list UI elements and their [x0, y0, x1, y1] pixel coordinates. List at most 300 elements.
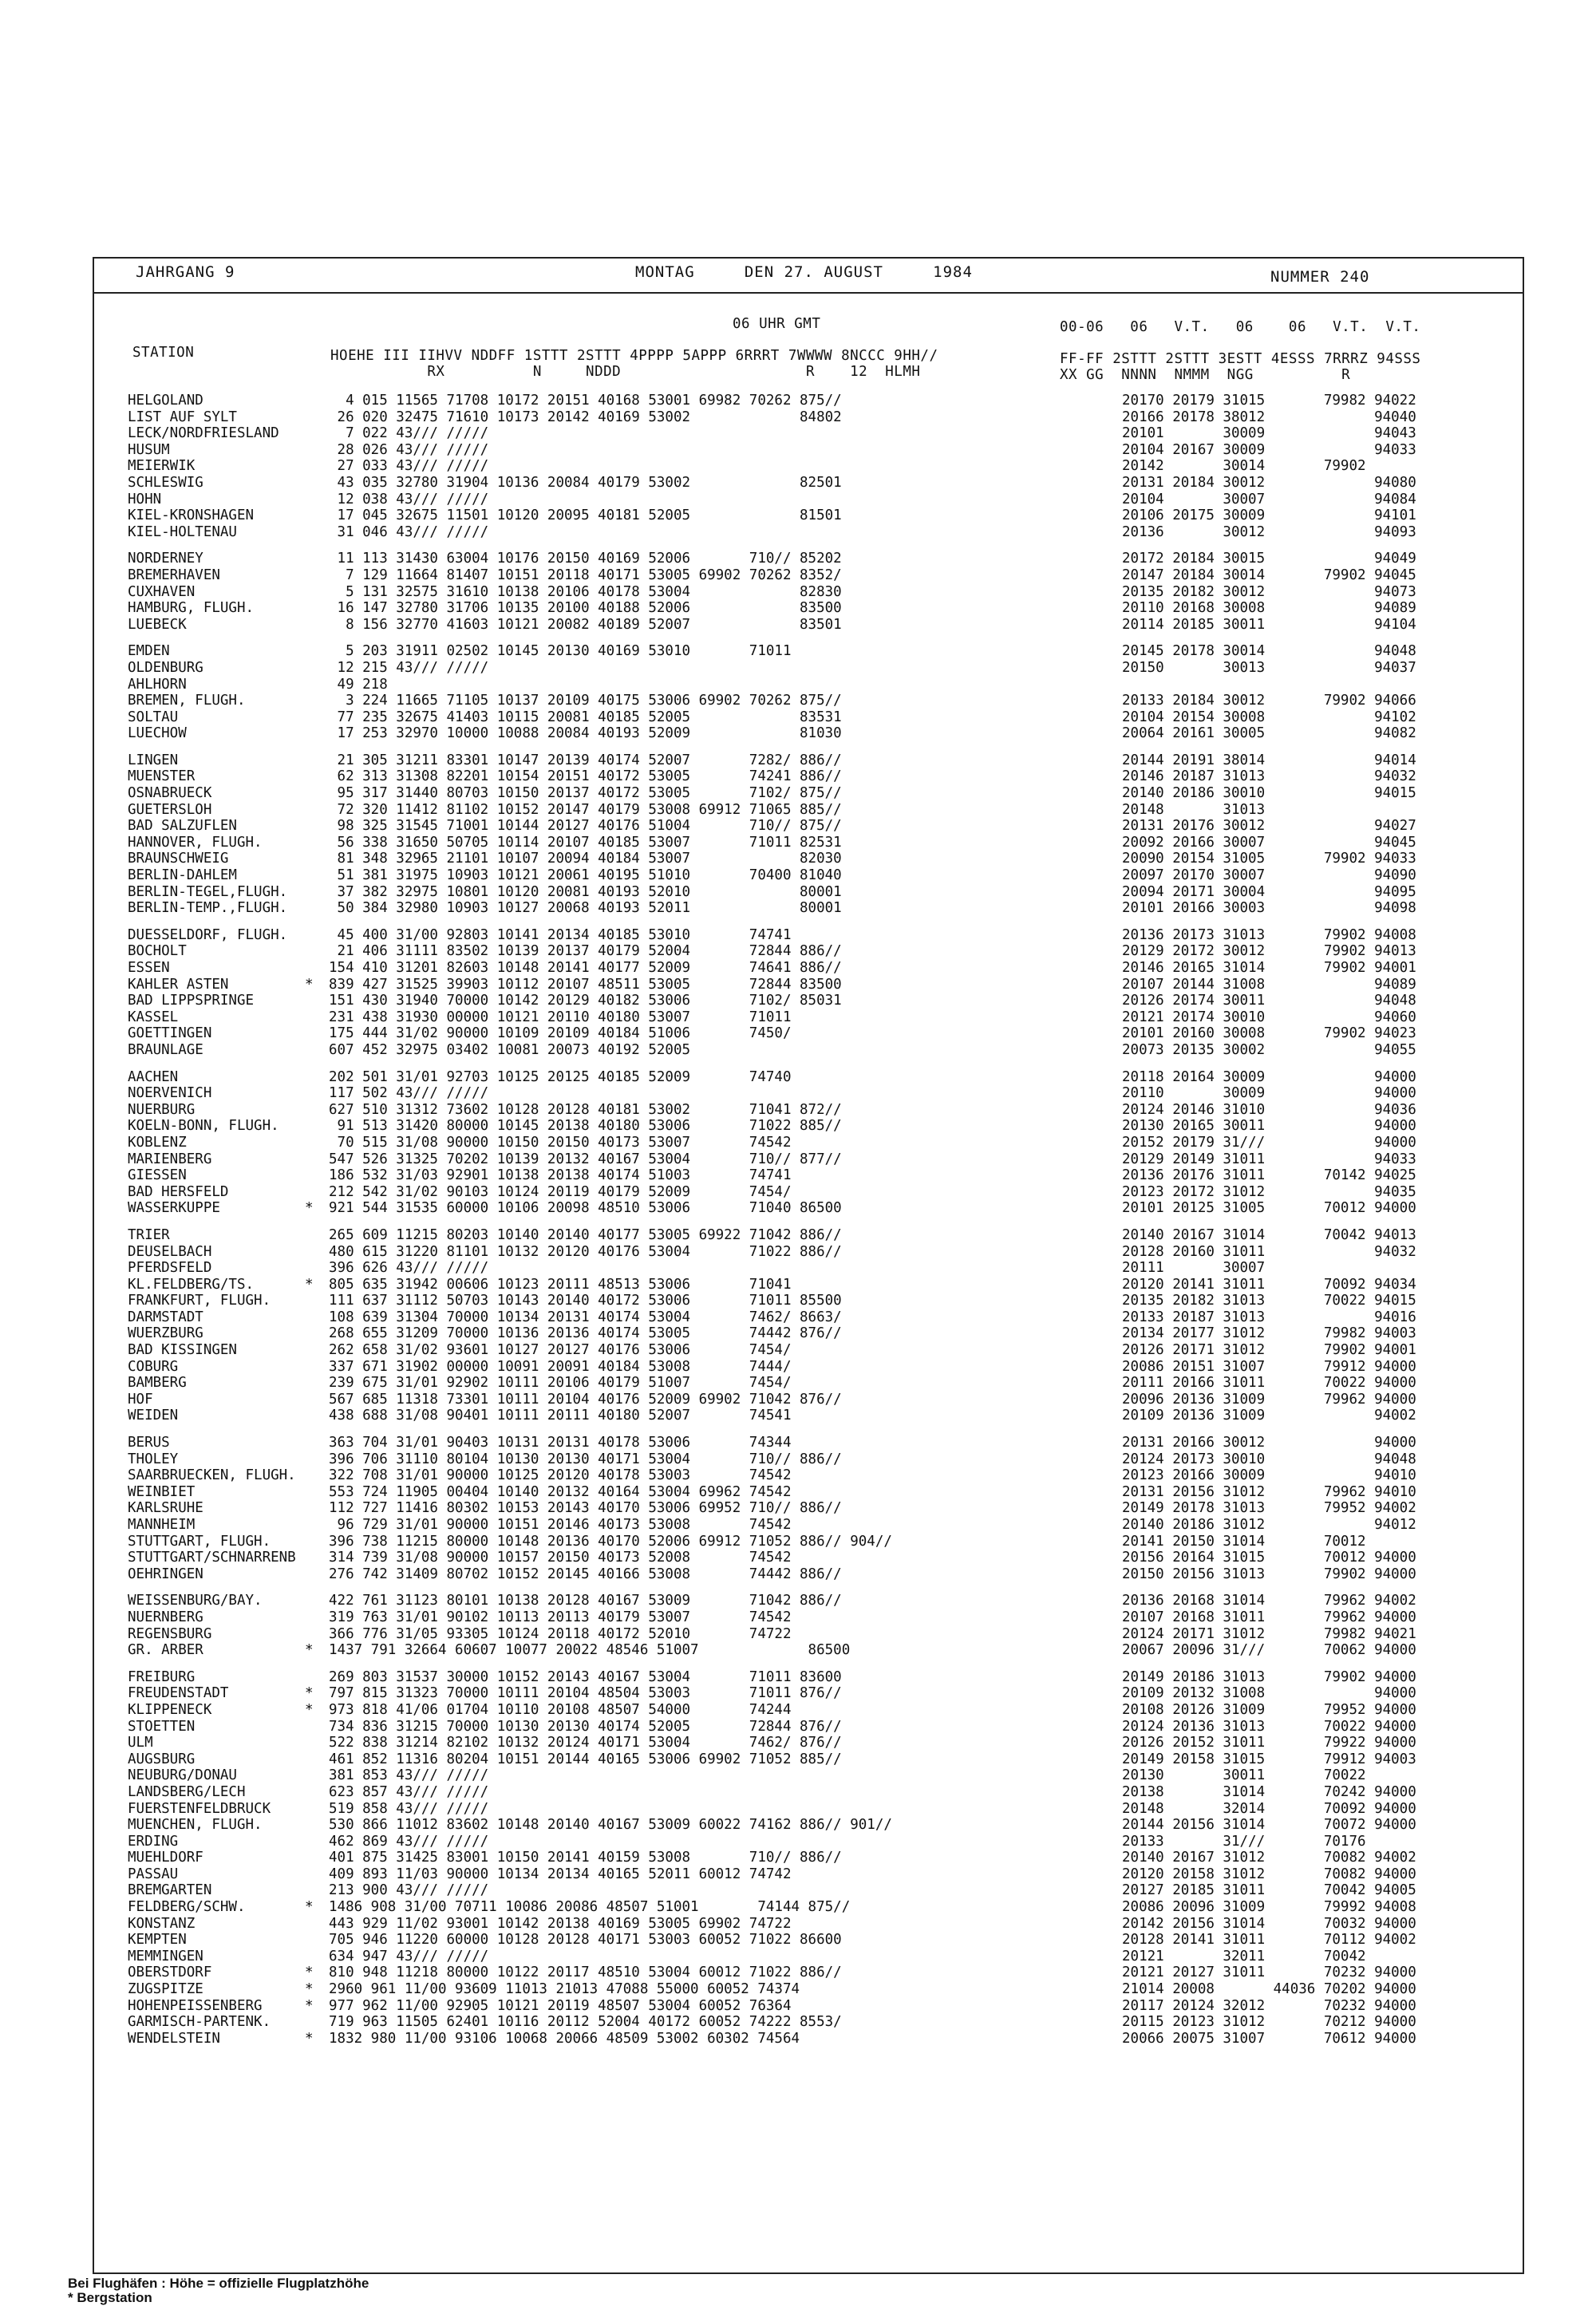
- table-row: [128, 1685, 1484, 1702]
- synop-code: 1832 980 11/00 93106 10068 20066 48509 53002 60302 74564: [329, 2030, 800, 2047]
- synop-code: 7 129 11664 81407 10151 20118 40171 53005 69902 70262 8352/: [329, 567, 842, 583]
- table-row: [128, 1669, 1484, 1686]
- station-name: WASSERKUPPE: [128, 1200, 220, 1217]
- synop-code: 973 818 41/06 01704 10110 20108 48507 54000 74244: [329, 1701, 792, 1718]
- table-row: [128, 507, 1484, 524]
- station-name: KIEL-KRONSHAGEN: [128, 507, 255, 524]
- station-name: BOCHOLT: [128, 943, 187, 960]
- mountain-station-mark: *: [305, 1701, 314, 1718]
- summary-code: 20120 20141 31011 70092 94034: [1122, 1276, 1416, 1293]
- station-name: FUERSTENFELDBRUCK: [128, 1800, 271, 1817]
- summary-code: 20104 20167 30009 94033: [1122, 441, 1416, 458]
- summary-code: 20148 32014 70092 94000: [1122, 1800, 1416, 1817]
- synop-code: 239 675 31/01 92902 10111 20106 40179 51007 7454/: [329, 1375, 792, 1392]
- summary-code: 20172 20184 30015 94049: [1122, 551, 1416, 567]
- synop-code: 401 875 31425 83001 10150 20141 40159 53008 710// 886//: [329, 1850, 842, 1866]
- station-name: BERUS: [128, 1435, 170, 1451]
- table-row: [128, 409, 1484, 426]
- footnote-airports: Bei Flughäfen : Höhe = offizielle Flugplatzhöhe: [68, 2276, 369, 2291]
- station-name: STUTTGART/SCHNARRENB: [128, 1550, 296, 1566]
- table-row: [128, 1801, 1484, 1818]
- station-name: BREMGARTEN: [128, 1882, 212, 1899]
- summary-code: 20150 20156 31013 79902 94000: [1122, 1566, 1416, 1582]
- table-row: [128, 660, 1484, 677]
- summary-code: 20136 20176 31011 70142 94025: [1122, 1167, 1416, 1184]
- header-divider: [93, 292, 1524, 294]
- summary-code: 20101 20125 31005 70012 94000: [1122, 1200, 1416, 1217]
- station-name: DEUSELBACH: [128, 1243, 212, 1260]
- synop-code: 96 729 31/01 90000 10151 20146 40173 53008 74542: [329, 1517, 792, 1533]
- synop-code: 462 869 43/// /////: [329, 1833, 489, 1850]
- station-name: ZUGSPITZE: [128, 1981, 203, 1998]
- table-row: [128, 1834, 1484, 1850]
- table-row: [128, 835, 1484, 851]
- table-row: [128, 725, 1484, 742]
- summary-code: 20124 20173 30010 94048: [1122, 1451, 1416, 1467]
- synop-code: 5 203 31911 02502 10145 20130 40169 53010 71011: [329, 643, 792, 660]
- summary-code: 20147 20184 30014 79902 94045: [1122, 567, 1416, 583]
- station-name: MEMMINGEN: [128, 1948, 203, 1964]
- station-name: KIEL-HOLTENAU: [128, 523, 237, 540]
- mountain-station-mark: *: [305, 1981, 314, 1998]
- table-row: [128, 1593, 1484, 1609]
- synop-code: 51 381 31975 10903 10121 20061 40195 51010 70400 81040: [329, 867, 842, 884]
- synop-code: 70 515 31/08 90000 10150 20150 40173 53007 74542: [329, 1134, 792, 1151]
- table-row: [128, 1916, 1484, 1933]
- summary-code: 20086 20151 31007 79912 94000: [1122, 1358, 1416, 1375]
- summary-code: 20130 30011 70022: [1122, 1767, 1366, 1784]
- summary-code: 20142 30014 79902: [1122, 458, 1366, 475]
- table-row: [128, 1719, 1484, 1735]
- summary-code: 20118 20164 30009 94000: [1122, 1068, 1416, 1085]
- summary-code: 20121 20174 30010 94060: [1122, 1009, 1416, 1025]
- synop-code: 8 156 32770 41603 10121 20082 40189 52007 83501: [329, 616, 842, 633]
- station-name: HANNOVER, FLUGH.: [128, 834, 263, 851]
- station-name: MUENSTER: [128, 768, 196, 785]
- table-row: [128, 927, 1484, 944]
- summary-code: 20146 20187 31013 94032: [1122, 768, 1416, 785]
- station-name: HELGOLAND: [128, 393, 203, 409]
- table-row: [128, 1085, 1484, 1102]
- table-row: [128, 1167, 1484, 1184]
- table-row: [128, 851, 1484, 867]
- summary-code: 20127 20185 31011 70042 94005: [1122, 1882, 1416, 1899]
- date-label: MONTAG DEN 27. AUGUST 1984: [635, 263, 973, 281]
- synop-code: 409 893 11/03 90000 10134 20134 40165 52011 60012 74742: [329, 1866, 792, 1882]
- summary-code: 20166 20178 38012 94040: [1122, 409, 1416, 425]
- synop-code: 262 658 31/02 93601 10127 20127 40176 53006 7454/: [329, 1342, 792, 1359]
- table-row: [128, 1866, 1484, 1883]
- summary-code: 21014 20008 44036 70202 94000: [1122, 1981, 1416, 1998]
- station-name: LUEBECK: [128, 616, 187, 633]
- summary-code: 20148 31013: [1122, 801, 1266, 818]
- station-name: MUEHLDORF: [128, 1850, 203, 1866]
- synop-code: 805 635 31942 00606 10123 20111 48513 53006 71041: [329, 1276, 792, 1293]
- station-name: FREIBURG: [128, 1668, 196, 1685]
- synop-code: 519 858 43/// /////: [329, 1800, 489, 1817]
- station-name: MARIENBERG: [128, 1151, 212, 1167]
- summary-code: 20131 20156 31012 79962 94010: [1122, 1483, 1416, 1500]
- station-name: THOLEY: [128, 1451, 179, 1467]
- synop-code: 422 761 31123 80101 10138 20128 40167 53009 71042 886//: [329, 1593, 842, 1609]
- synop-code: 396 738 11215 80000 10148 20136 40170 52006 69912 71052 886// 904//: [329, 1533, 892, 1550]
- summary-code: 20106 20175 30009 94101: [1122, 507, 1416, 524]
- table-row: [128, 1135, 1484, 1151]
- code-header-line-2: RX N NDDD R 12 HLMH: [330, 364, 921, 380]
- station-name: WEIDEN: [128, 1408, 179, 1424]
- synop-code: 50 384 32980 10903 10127 20068 40193 52011 80001: [329, 900, 842, 917]
- synop-code: 363 704 31/01 90403 10131 20131 40178 53006 74344: [329, 1435, 792, 1451]
- station-name: STOETTEN: [128, 1718, 196, 1735]
- table-row: [128, 1751, 1484, 1768]
- table-row: [128, 1359, 1484, 1376]
- summary-code: 20140 20167 31014 70042 94013: [1122, 1226, 1416, 1243]
- table-row: [128, 1200, 1484, 1217]
- station-name: PASSAU: [128, 1866, 179, 1882]
- synop-code: 322 708 31/01 90000 10125 20120 40178 53003 74542: [329, 1467, 792, 1484]
- station-name: CUXHAVEN: [128, 583, 196, 600]
- table-row: [128, 1484, 1484, 1501]
- synop-code: 337 671 31902 00000 10091 20091 40184 53008 7444/: [329, 1358, 792, 1375]
- station-name: GR. ARBER: [128, 1642, 203, 1659]
- summary-code: 20150 30013 94037: [1122, 659, 1416, 676]
- station-name: GOETTINGEN: [128, 1025, 212, 1042]
- summary-code: 20135 20182 31013 70022 94015: [1122, 1293, 1416, 1309]
- synop-code: 213 900 43/// /////: [329, 1882, 489, 1899]
- table-row: [128, 2031, 1484, 2047]
- station-name: NUERBURG: [128, 1101, 196, 1118]
- synop-code: 77 235 32675 41403 10115 20081 40185 52005 83531: [329, 709, 842, 725]
- table-row: [128, 1227, 1484, 1244]
- summary-code: 20108 20126 31009 79952 94000: [1122, 1701, 1416, 1718]
- station-name: KAHLER ASTEN: [128, 976, 229, 993]
- station-name: STUTTGART, FLUGH.: [128, 1533, 271, 1550]
- table-row: [128, 1025, 1484, 1042]
- table-row: [128, 1342, 1484, 1359]
- station-name: BAD KISSINGEN: [128, 1342, 237, 1359]
- summary-code: 20144 20191 38014 94014: [1122, 752, 1416, 768]
- summary-code: 20124 20171 31012 79982 94021: [1122, 1625, 1416, 1642]
- table-row: [128, 617, 1484, 634]
- station-name: DARMSTADT: [128, 1309, 203, 1325]
- summary-code: 20135 20182 30012 94073: [1122, 583, 1416, 600]
- station-name: ERDING: [128, 1833, 179, 1850]
- station-name: DUESSELDORF, FLUGH.: [128, 926, 288, 943]
- synop-code: 522 838 31214 82102 10132 20124 40171 53004 7462/ 876//: [329, 1735, 842, 1751]
- table-row: [128, 458, 1484, 475]
- table-row: [128, 492, 1484, 508]
- synop-code: 175 444 31/02 90000 10109 20109 40184 51006 7450/: [329, 1025, 792, 1042]
- table-row: [128, 1609, 1484, 1626]
- summary-code: 20131 20184 30012 94080: [1122, 474, 1416, 491]
- station-name: BAD LIPPSPRINGE: [128, 993, 255, 1009]
- station-name: BAMBERG: [128, 1375, 187, 1392]
- summary-code: 20109 20132 31008 94000: [1122, 1685, 1416, 1702]
- table-row: [128, 785, 1484, 802]
- station-name: KL.FELDBERG/TS.: [128, 1276, 255, 1293]
- summary-code: 20114 20185 30011 94104: [1122, 616, 1416, 633]
- synop-code: 12 215 43/// /////: [329, 659, 489, 676]
- table-row: [128, 752, 1484, 769]
- synop-code: 21 406 31111 83502 10139 20137 40179 52004 72844 886//: [329, 943, 842, 960]
- station-name: AACHEN: [128, 1068, 179, 1085]
- synop-code: 314 739 31/08 90000 10157 20150 40173 52008 74542: [329, 1550, 792, 1566]
- summary-code: 20138 31014 70242 94000: [1122, 1783, 1416, 1800]
- station-name: SAARBRUECKEN, FLUGH.: [128, 1467, 296, 1484]
- station-name: OEHRINGEN: [128, 1566, 203, 1582]
- summary-code: 20066 20075 31007 70612 94000: [1122, 2030, 1416, 2047]
- code-header-line-1: HOEHE III IIHVV NDDFF 1STTT 2STTT 4PPPP 5APPP 6RRRT 7WWWW 8NCCC 9HH//: [330, 348, 938, 364]
- station-name: ULM: [128, 1735, 153, 1751]
- station-name: KLIPPENECK: [128, 1701, 212, 1718]
- station-name: MEIERWIK: [128, 458, 196, 475]
- synop-code: 112 727 11416 80302 10153 20143 40170 53006 69952 710// 886//: [329, 1500, 842, 1517]
- station-name: BERLIN-TEMP.,FLUGH.: [128, 900, 288, 917]
- station-group: [128, 551, 1484, 633]
- station-name: EMDEN: [128, 643, 170, 660]
- synop-code: 530 866 11012 83602 10148 20140 40167 53009 60022 74162 886// 901//: [329, 1817, 892, 1834]
- synop-code: 27 033 43/// /////: [329, 458, 489, 475]
- synop-code: 381 853 43/// /////: [329, 1767, 489, 1784]
- station-name: GIESSEN: [128, 1167, 187, 1184]
- station-name: REGENSBURG: [128, 1625, 212, 1642]
- summary-code: 20064 20161 30005 94082: [1122, 725, 1416, 742]
- summary-code: 20124 20146 31010 94036: [1122, 1101, 1416, 1118]
- station-name: WUERZBURG: [128, 1325, 203, 1342]
- summary-code: 20110 30009 94000: [1122, 1085, 1416, 1102]
- station-name: COBURG: [128, 1358, 179, 1375]
- station-group: [128, 393, 1484, 540]
- station-group: [128, 1227, 1484, 1424]
- station-name: KASSEL: [128, 1009, 179, 1025]
- synop-code: 37 382 32975 10801 10120 20081 40193 52010 80001: [329, 883, 842, 900]
- summary-code: 20110 20168 30008 94089: [1122, 600, 1416, 617]
- synop-code: 202 501 31/01 92703 10125 20125 40185 52009 74740: [329, 1068, 792, 1085]
- table-row: [128, 1009, 1484, 1026]
- station-name: LIST AUF SYLT: [128, 409, 237, 425]
- summary-code: 20111 30007: [1122, 1260, 1266, 1277]
- summary-code: 20123 20166 30009 94010: [1122, 1467, 1416, 1484]
- table-row: [128, 551, 1484, 567]
- synop-code: 49 218: [329, 676, 388, 693]
- station-name: WENDELSTEIN: [128, 2030, 220, 2047]
- table-row: [128, 524, 1484, 541]
- summary-code: 20145 20178 30014 94048: [1122, 643, 1416, 660]
- summary-code: 20101 20166 30003 94098: [1122, 900, 1416, 917]
- summary-code: 20149 20186 31013 79902 94000: [1122, 1668, 1416, 1685]
- table-row: [128, 1850, 1484, 1866]
- summary-code: 20133 20184 30012 79902 94066: [1122, 693, 1416, 709]
- station-name: KONSTANZ: [128, 1915, 196, 1932]
- mountain-station-mark: *: [305, 1642, 314, 1659]
- station-name: ESSEN: [128, 960, 170, 976]
- table-row: [128, 1566, 1484, 1583]
- table-row: [128, 1435, 1484, 1451]
- table-row: [128, 1964, 1484, 1981]
- summary-code: 20111 20166 31011 70022 94000: [1122, 1375, 1416, 1392]
- table-row: [128, 2014, 1484, 2031]
- station-name: KARLSRUHE: [128, 1500, 203, 1517]
- table-row: [128, 1102, 1484, 1119]
- synop-code: 268 655 31209 70000 10136 20136 40174 53005 74442 876//: [329, 1325, 842, 1342]
- table-row: [128, 1408, 1484, 1424]
- synop-code: 56 338 31650 50705 10114 20107 40185 53007 71011 82531: [329, 834, 842, 851]
- table-row: [128, 1534, 1484, 1550]
- station-name: FELDBERG/SCHW.: [128, 1899, 246, 1916]
- table-row: [128, 1244, 1484, 1261]
- summary-code: 20141 20150 31014 70012: [1122, 1533, 1366, 1550]
- table-row: [128, 1702, 1484, 1719]
- table-row: [128, 1392, 1484, 1408]
- summary-code: 20131 20166 30012 94000: [1122, 1435, 1416, 1451]
- table-row: [128, 677, 1484, 693]
- synop-code: 396 706 31110 80104 10130 20130 40171 53004 710// 886//: [329, 1451, 842, 1467]
- table-row: [128, 977, 1484, 993]
- right-header-line-2: XX GG NNNN NMMM NGG R: [1060, 367, 1351, 383]
- station-group: [128, 1069, 1484, 1217]
- table-row: [128, 1932, 1484, 1949]
- summary-code: 20126 20171 31012 79902 94001: [1122, 1342, 1416, 1359]
- table-row: [128, 643, 1484, 660]
- synop-code: 72 320 11412 81102 10152 20147 40179 53008 69912 71065 885//: [329, 801, 842, 818]
- synop-code: 734 836 31215 70000 10130 20130 40174 52005 72844 876//: [329, 1718, 842, 1735]
- summary-code: 20094 20171 30004 94095: [1122, 883, 1416, 900]
- synop-code: 977 962 11/00 92905 10121 20119 48507 53004 60052 76364: [329, 1997, 792, 2014]
- synop-code: 276 742 31409 80702 10152 20145 40166 53008 74442 886//: [329, 1566, 842, 1582]
- summary-code: 20134 20177 31012 79982 94003: [1122, 1325, 1416, 1342]
- summary-code: 20156 20164 31015 70012 94000: [1122, 1550, 1416, 1566]
- synop-code: 7 022 43/// /////: [329, 425, 489, 442]
- table-row: [128, 1184, 1484, 1201]
- mountain-station-mark: *: [305, 976, 314, 993]
- synop-code: 396 626 43/// /////: [329, 1260, 489, 1277]
- synop-code: 921 544 31535 60000 10106 20098 48510 53006 71040 86500: [329, 1200, 842, 1217]
- synop-code: 5 131 32575 31610 10138 20106 40178 53004 82830: [329, 583, 842, 600]
- summary-code: 20142 20156 31014 70032 94000: [1122, 1915, 1416, 1932]
- synop-code: 623 857 43/// /////: [329, 1783, 489, 1800]
- station-name: OLDENBURG: [128, 659, 203, 676]
- synop-code: 319 763 31/01 90102 10113 20113 40179 53007 74542: [329, 1609, 792, 1625]
- station-name: HOHN: [128, 491, 162, 507]
- synop-code: 16 147 32780 31706 10135 20100 40188 52006 83500: [329, 600, 842, 617]
- synop-code: 31 046 43/// /////: [329, 523, 489, 540]
- station-name: WEISSENBURG/BAY.: [128, 1593, 263, 1609]
- station-name: PFERDSFELD: [128, 1260, 212, 1277]
- station-group: [128, 643, 1484, 742]
- synop-code: 151 430 31940 70000 10142 20129 40182 53006 7102/ 85031: [329, 993, 842, 1009]
- table-row: [128, 1151, 1484, 1168]
- synop-code: 17 253 32970 10000 10088 20084 40193 52009 81030: [329, 725, 842, 742]
- summary-code: 20131 20176 30012 94027: [1122, 818, 1416, 835]
- synop-code: 81 348 32965 21101 10107 20094 40184 53007 82030: [329, 851, 842, 867]
- station-table: [128, 393, 1484, 2057]
- synop-code: 461 852 11316 80204 10151 20144 40165 53006 69902 71052 885//: [329, 1751, 842, 1767]
- station-name: AHLHORN: [128, 676, 187, 693]
- station-name: LUECHOW: [128, 725, 187, 742]
- synop-code: 98 325 31545 71001 10144 20127 40176 51004 710// 875//: [329, 818, 842, 835]
- table-row: [128, 1817, 1484, 1834]
- table-row: [128, 768, 1484, 785]
- summary-code: 20136 20173 31013 79902 94008: [1122, 926, 1416, 943]
- table-row: [128, 475, 1484, 492]
- station-name: HAMBURG, FLUGH.: [128, 600, 255, 617]
- mountain-station-mark: *: [305, 1899, 314, 1916]
- summary-code: 20146 20165 31014 79902 94001: [1122, 960, 1416, 976]
- summary-code: 20152 20179 31/// 94000: [1122, 1134, 1416, 1151]
- station-name: SCHLESWIG: [128, 474, 203, 491]
- table-row: [128, 884, 1484, 901]
- station-name: OSNABRUECK: [128, 785, 212, 802]
- table-row: [128, 1309, 1484, 1326]
- issue-number: NUMMER 240: [1270, 268, 1370, 286]
- table-row: [128, 1949, 1484, 1965]
- table-row: [128, 1325, 1484, 1342]
- table-row: [128, 1500, 1484, 1517]
- synop-code: 269 803 31537 30000 10152 20143 40167 53004 71011 83600: [329, 1668, 842, 1685]
- table-row: [128, 600, 1484, 617]
- summary-code: 20090 20154 31005 79902 94033: [1122, 851, 1416, 867]
- volume-label: JAHRGANG 9: [136, 263, 235, 281]
- station-name: OBERSTDORF: [128, 1964, 212, 1981]
- summary-code: 20149 20158 31015 79912 94003: [1122, 1751, 1416, 1767]
- station-name: HOHENPEISSENBERG: [128, 1997, 263, 2014]
- table-row: [128, 1375, 1484, 1392]
- station-name: NORDERNEY: [128, 551, 203, 567]
- table-row: [128, 442, 1484, 459]
- station-name: KOBLENZ: [128, 1134, 187, 1151]
- synop-code: 810 948 11218 80000 10122 20117 48510 53004 60012 71022 886//: [329, 1964, 842, 1981]
- synop-code: 634 947 43/// /////: [329, 1948, 489, 1964]
- synop-code: 4 015 11565 71708 10172 20151 40168 53001 69982 70262 875//: [329, 393, 842, 409]
- table-row: [128, 1451, 1484, 1468]
- station-name: KOELN-BONN, FLUGH.: [128, 1118, 279, 1135]
- station-name: GARMISCH-PARTENK.: [128, 2014, 271, 2031]
- table-row: [128, 693, 1484, 709]
- summary-code: 20115 20123 31012 70212 94000: [1122, 2014, 1416, 2031]
- summary-code: 20107 20144 31008 94089: [1122, 976, 1416, 993]
- summary-code: 20101 30009 94043: [1122, 425, 1416, 442]
- table-row: [128, 900, 1484, 917]
- table-row: [128, 802, 1484, 819]
- station-name: BREMERHAVEN: [128, 567, 220, 583]
- table-row: [128, 818, 1484, 835]
- synop-code: 480 615 31220 81101 10132 20120 40176 53004 71022 886//: [329, 1243, 842, 1260]
- table-row: [128, 1899, 1484, 1916]
- summary-code: 20117 20124 32012 70232 94000: [1122, 1997, 1416, 2014]
- summary-code: 20136 20168 31014 79962 94002: [1122, 1593, 1416, 1609]
- summary-code: 20092 20166 30007 94045: [1122, 834, 1416, 851]
- table-row: [128, 1277, 1484, 1293]
- mountain-station-mark: *: [305, 1200, 314, 1217]
- synop-code: 12 038 43/// /////: [329, 491, 489, 507]
- mountain-station-mark: *: [305, 2030, 314, 2047]
- table-row: [128, 1981, 1484, 1998]
- table-row: [128, 1069, 1484, 1086]
- table-row: [128, 1550, 1484, 1566]
- summary-code: 20086 20096 31009 79992 94008: [1122, 1899, 1416, 1916]
- footnote-mountain-station: * Bergstation: [68, 2290, 152, 2305]
- station-name: NOERVENICH: [128, 1085, 212, 1102]
- summary-code: 20073 20135 30002 94055: [1122, 1041, 1416, 1058]
- summary-code: 20140 20186 30010 94015: [1122, 785, 1416, 802]
- synop-code: 3 224 11665 71105 10137 20109 40175 53006 69902 70262 875//: [329, 693, 842, 709]
- observation-time: 06 UHR GMT: [733, 316, 821, 332]
- summary-code: 20140 20186 31012 94012: [1122, 1517, 1416, 1533]
- synop-code: 95 317 31440 80703 10150 20137 40172 53005 7102/ 875//: [329, 785, 842, 802]
- summary-code: 20133 31/// 70176: [1122, 1833, 1366, 1850]
- synop-code: 154 410 31201 82603 10148 20141 40177 52009 74641 886//: [329, 960, 842, 976]
- right-header-line-0: 00-06 06 V.T. 06 06 V.T. V.T.: [1060, 319, 1421, 335]
